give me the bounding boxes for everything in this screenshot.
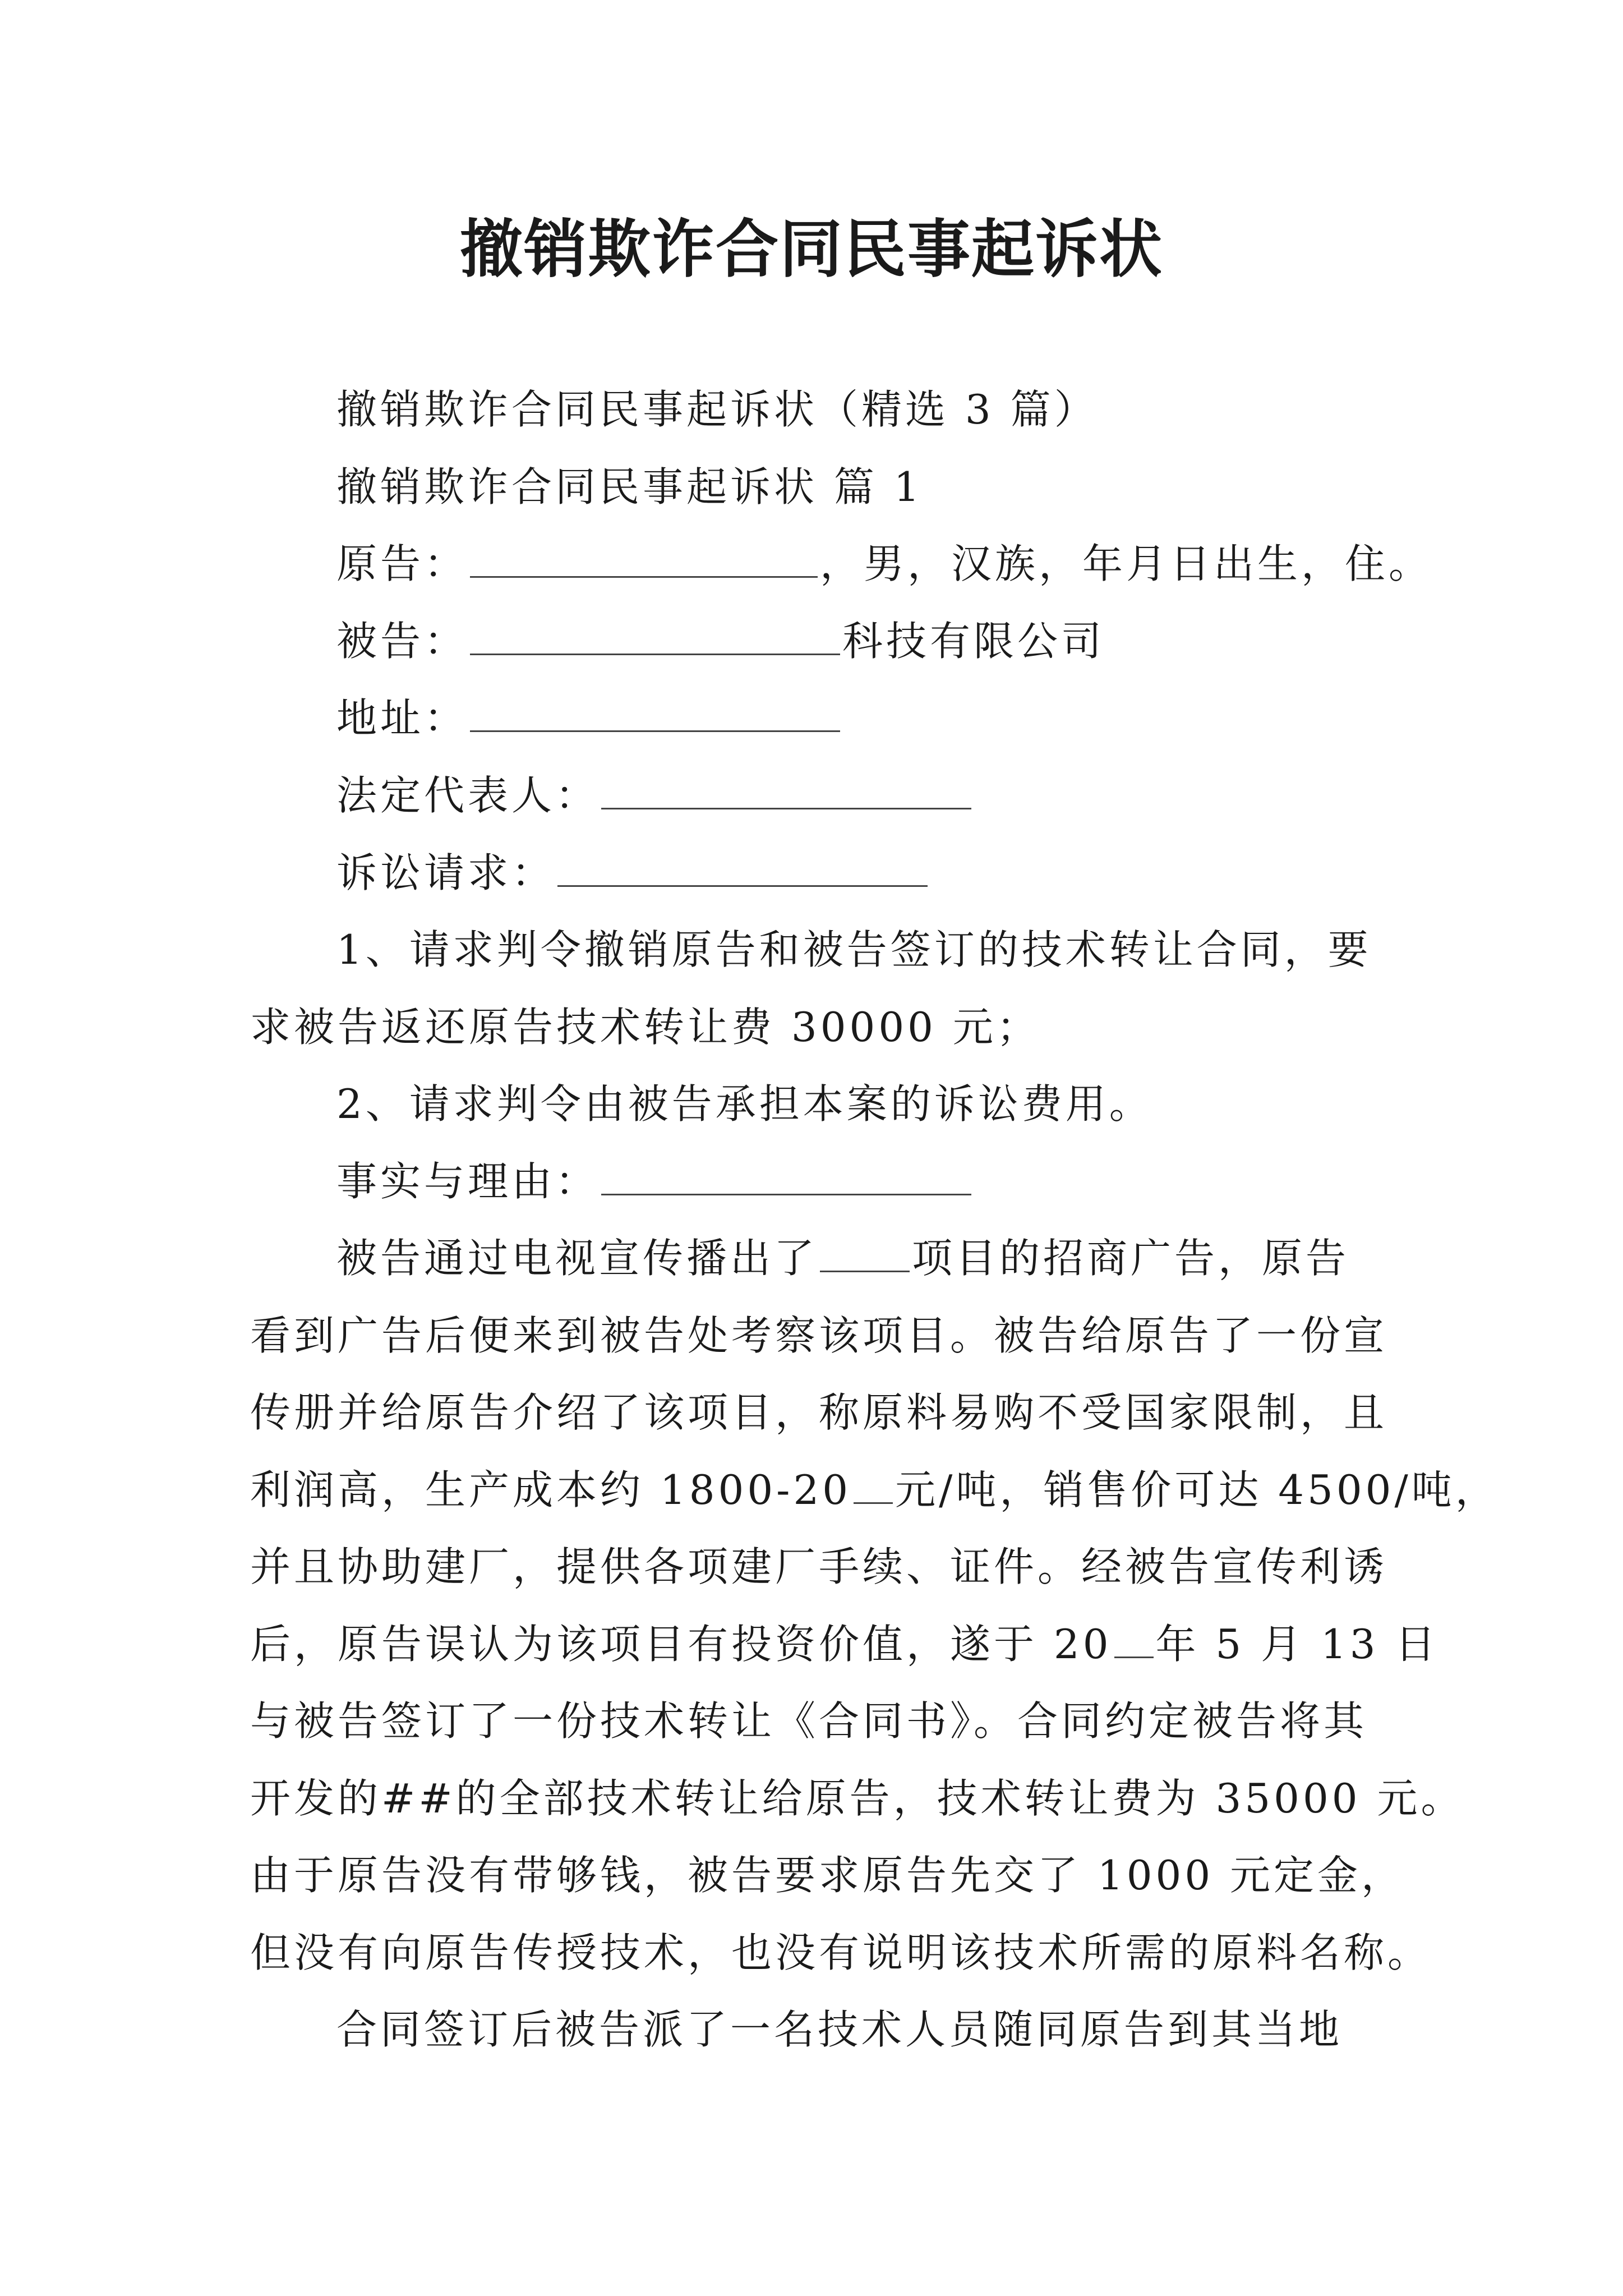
defendant-name-blank: [470, 619, 840, 655]
claims-line: [336, 845, 1402, 901]
paragraph-1-line-5: 并且协助建厂，提供各项建厂手续、证件。经被告宣传利诱: [250, 1543, 1388, 1590]
paragraph-1-line-6: [250, 1616, 1439, 1672]
legal-rep-label: 法定代表人：: [336, 772, 600, 819]
plaintiff-details: ，男，汉族，年月日出生，住。: [820, 540, 1433, 587]
address-label: 地址：: [336, 694, 468, 742]
p1-line1-text-a: 被告通过电视宣传播出了: [336, 1235, 818, 1282]
plaintiff-name-blank: [470, 541, 818, 578]
paragraph-1-line-9: 由于原告没有带够钱，被告要求原告先交了 1000 元定金，: [250, 1852, 1405, 1899]
paragraph-1-line-3: 传册并给原告介绍了该项目，称原料易购不受国家限制，且: [250, 1389, 1388, 1436]
address-line: [336, 690, 1402, 746]
paragraph-1-line-7: 与被告签订了一份技术转让《合同书》。合同约定被告将其: [250, 1697, 1368, 1745]
claim-1-line-2: 求被告返还原告技术转让费 30000 元；: [250, 1004, 1040, 1051]
plaintiff-label: 原告：: [336, 540, 468, 587]
project-name-blank: [820, 1236, 910, 1272]
claim-1-line-1: 1、请求判令撤销原告和被告签订的技术转让合同，要: [336, 926, 1372, 973]
legal-rep-blank: [601, 773, 971, 809]
cost-blank: [854, 1467, 893, 1504]
legal-rep-line: [336, 767, 1402, 823]
defendant-label: 被告：: [336, 618, 468, 665]
paragraph-1-line-1: [336, 1230, 1402, 1286]
p1-line1-text-b: 项目的招商广告，原告: [912, 1235, 1350, 1282]
claims-label: 诉讼请求：: [336, 849, 556, 896]
paragraph-1-line-2: 看到广告后便来到被告处考察该项目。被告给原告了一份宣: [250, 1312, 1388, 1359]
facts-line: [336, 1153, 1402, 1209]
section-heading: 撤销欺诈合同民事起诉状 篇 1: [336, 463, 923, 510]
claims-blank: [557, 850, 928, 887]
paragraph-1-line-8: 开发的##的全部技术转让给原告，技术转让费为 35000 元。: [250, 1775, 1465, 1822]
document-title: 撤销欺诈合同民事起诉状: [460, 213, 1163, 286]
facts-blank: [601, 1159, 971, 1195]
p1-line6-text-a: 后，原告误认为该项目有投资价值，遂于 20: [250, 1621, 1112, 1668]
address-blank: [470, 696, 840, 732]
defendant-company-suffix: 科技有限公司: [842, 618, 1105, 665]
claim-2: 2、请求判令由被告承担本案的诉讼费用。: [336, 1080, 1153, 1128]
subtitle: 撤销欺诈合同民事起诉状（精选 3 篇）: [336, 386, 1098, 433]
paragraph-1-line-10: 但没有向原告传授技术，也没有说明该技术所需的原料名称。: [250, 1929, 1432, 1976]
plaintiff-line: [336, 536, 1433, 592]
paragraph-1-line-4: [250, 1462, 1499, 1518]
p1-line4-text-b: 元/吨，销售价可达 4500/吨，: [895, 1466, 1499, 1513]
p1-line4-text-a: 利润高，生产成本约 1800-20: [250, 1466, 852, 1513]
facts-label: 事实与理由：: [336, 1158, 600, 1205]
year-blank: [1114, 1622, 1154, 1658]
paragraph-2-line-1: 合同签订后被告派了一名技术人员随同原告到其当地: [336, 2006, 1343, 2053]
p1-line6-text-b: 年 5 月 13 日: [1155, 1621, 1439, 1668]
defendant-line: [336, 613, 1402, 669]
